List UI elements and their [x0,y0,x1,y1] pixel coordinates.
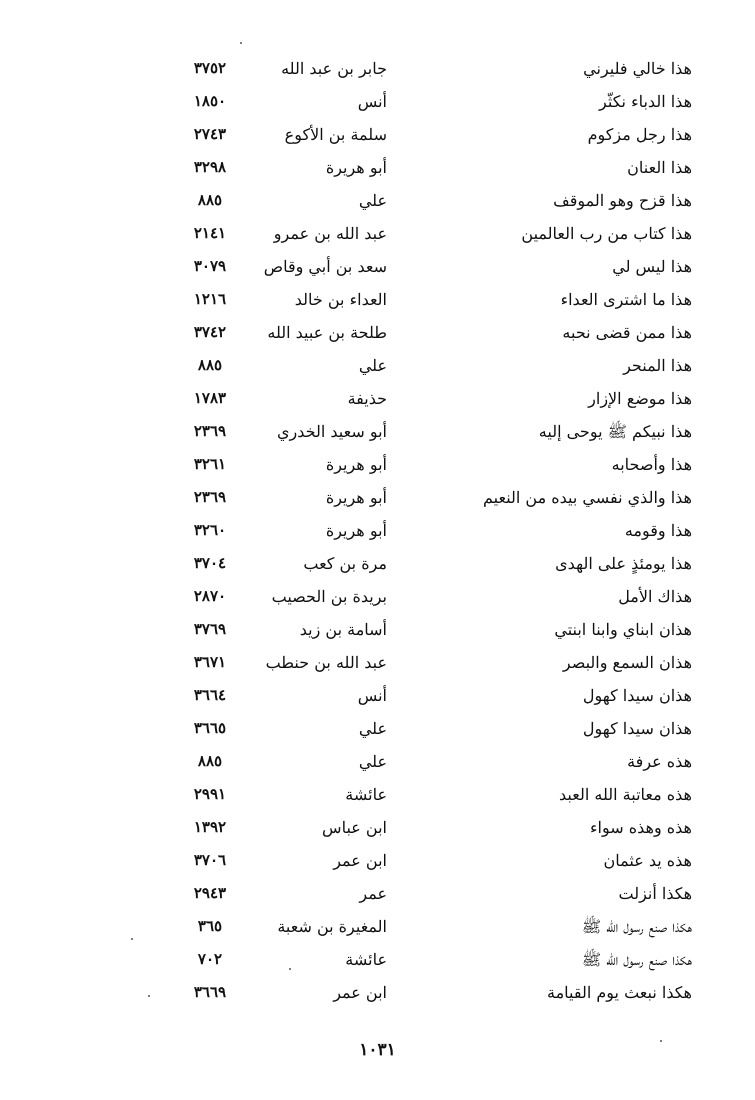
hadith-number: ٣٧٠٤ [193,554,227,572]
table-row [0,679,755,712]
table-row [0,85,755,118]
hadith-phrase: هذا ممن قضى نحبه [562,323,692,342]
narrator-name: طلحة بن عبيد الله [267,323,387,342]
table-row [0,184,755,217]
narrator-name: ابن عمر [333,983,387,1002]
page-number: ١٠٣١ [359,1040,396,1060]
hadith-phrase: هذا المنحر [623,356,692,375]
hadith-phrase: هذا ما اشترى العداء [560,290,692,309]
hadith-phrase: هذا والذي نفسي بيده من النعيم [483,488,692,507]
narrator-name: أبو هريرة [325,521,387,540]
hadith-number: ٢١٤١ [193,224,227,242]
hadith-number: ١٧٨٣ [193,389,227,407]
hadith-phrase: هذاك الأمل [618,587,692,606]
narrator-name: سعد بن أبي وقاص [263,257,387,276]
hadith-phrase: هذا العنان [627,158,692,177]
table-row [0,745,755,778]
narrator-name: عبد الله بن حنطب [265,653,387,672]
hadith-phrase: هذان السمع والبصر [562,653,692,672]
table-row [0,250,755,283]
table-row [0,415,755,448]
hadith-phrase: هذا ليس لي [612,257,692,276]
narrator-name: أنس [357,92,387,111]
hadith-phrase: هذه وهذه سواء [590,818,692,837]
hadith-phrase: هكذا صنع رسول الله ﷺ [581,917,692,936]
hadith-number: ٢٧٤٣ [193,125,227,143]
hadith-number: ٢٣٦٩ [193,422,227,440]
hadith-phrase: هذه يد عثمان [603,851,692,870]
hadith-phrase: هذان سيدا كهول [582,719,692,738]
hadith-number: ٣٦٦٥ [193,719,227,737]
narrator-name: أبو سعيد الخدري [277,422,387,441]
hadith-phrase: هذا الدباء نكثّر [599,92,692,111]
hadith-phrase: هكذا صنع رسول الله ﷺ [581,950,692,969]
table-row [0,844,755,877]
hadith-phrase: هكذا نبعث يوم القيامة [547,983,692,1002]
scan-speck [240,42,242,44]
hadith-number: ٢٣٦٩ [193,488,227,506]
index-table [0,52,755,1009]
hadith-number: ٨٨٥ [197,191,223,209]
table-row [0,52,755,85]
hadith-phrase: هذا يومئذٍ على الهدى [555,554,692,573]
table-row [0,877,755,910]
hadith-number: ٨٨٥ [197,752,223,770]
table-row [0,976,755,1009]
hadith-number: ٣٧٠٦ [193,851,227,869]
scan-speck [148,995,150,997]
table-row [0,448,755,481]
hadith-number: ٣٦٧١ [193,653,227,671]
table-row [0,778,755,811]
table-row [0,151,755,184]
narrator-name: علي [358,752,387,771]
hadith-phrase: هذان سيدا كهول [582,686,692,705]
table-row [0,118,755,151]
narrator-name: سلمة بن الأكوع [284,125,387,144]
scan-speck [131,938,133,940]
table-row [0,613,755,646]
hadith-phrase: هذا رجل مزكوم [587,125,692,144]
hadith-number: ١٣٩٢ [193,818,227,836]
narrator-name: جابر بن عبد الله [281,59,387,78]
hadith-number: ١٢١٦ [193,290,227,308]
table-row [0,712,755,745]
hadith-number: ٢٩٩١ [193,785,227,803]
table-row [0,481,755,514]
narrator-name: أنس [357,686,387,705]
table-row [0,283,755,316]
narrator-name: عمر [359,884,387,903]
table-row [0,349,755,382]
hadith-phrase: هذا كتاب من رب العالمين [521,224,692,243]
hadith-number: ٣٦٥ [197,917,223,935]
table-row [0,943,755,976]
narrator-name: أبو هريرة [325,488,387,507]
hadith-number: ٣٢٦١ [193,455,227,473]
narrator-name: بريدة بن الحصيب [271,587,387,606]
narrator-name: المغيرة بن شعبة [277,917,387,936]
hadith-number: ٣٦٦٤ [193,686,227,704]
hadith-phrase: هذان ابناي وابنا ابنتي [554,620,692,639]
table-row [0,646,755,679]
hadith-number: ٣٢٩٨ [193,158,227,176]
narrator-name: أسامة بن زيد [299,620,387,639]
narrator-name: علي [358,191,387,210]
scan-speck [289,968,291,970]
narrator-name: أبو هريرة [325,455,387,474]
hadith-phrase: هذا موضع الإزار [588,389,692,408]
narrator-name: عائشة [345,950,387,969]
hadith-number: ٣٧٥٢ [193,59,227,77]
hadith-number: ٢٩٤٣ [193,884,227,902]
narrator-name: ابن عباس [322,818,387,837]
table-row [0,514,755,547]
narrator-name: علي [358,356,387,375]
hadith-number: ١٨٥٠ [193,92,227,110]
narrator-name: حذيفة [347,389,387,408]
hadith-phrase: هذا قزح وهو الموقف [553,191,692,210]
table-row [0,910,755,943]
hadith-phrase: هذه معاتبة الله العبد [559,785,692,804]
narrator-name: عبد الله بن عمرو [273,224,387,243]
table-row [0,217,755,250]
hadith-number: ٨٨٥ [197,356,223,374]
hadith-number: ٢٨٧٠ [193,587,227,605]
hadith-phrase: هكذا أنزلت [618,884,692,903]
narrator-name: علي [358,719,387,738]
scan-speck [660,1040,662,1042]
narrator-name: عائشة [345,785,387,804]
narrator-name: أبو هريرة [325,158,387,177]
hadith-phrase: هذا وقومه [624,521,692,540]
table-row [0,547,755,580]
narrator-name: العداء بن خالد [294,290,387,309]
narrator-name: ابن عمر [333,851,387,870]
table-row [0,382,755,415]
hadith-phrase: هذا نبيكم ﷺ يوحى إليه [538,422,692,441]
hadith-phrase: هذا وأصحابه [611,455,692,474]
hadith-number: ٧٠٢ [197,950,223,968]
hadith-number: ٣٦٦٩ [193,983,227,1001]
hadith-number: ٣٧٤٢ [193,323,227,341]
hadith-number: ٣٢٦٠ [193,521,227,539]
hadith-phrase: هذا خالي فليرني [583,59,692,78]
hadith-phrase: هذه عرفة [627,752,692,771]
table-row [0,316,755,349]
table-row [0,580,755,613]
hadith-number: ٣٠٧٩ [193,257,227,275]
table-row [0,811,755,844]
narrator-name: مرة بن كعب [303,554,387,573]
hadith-number: ٣٧٦٩ [193,620,227,638]
